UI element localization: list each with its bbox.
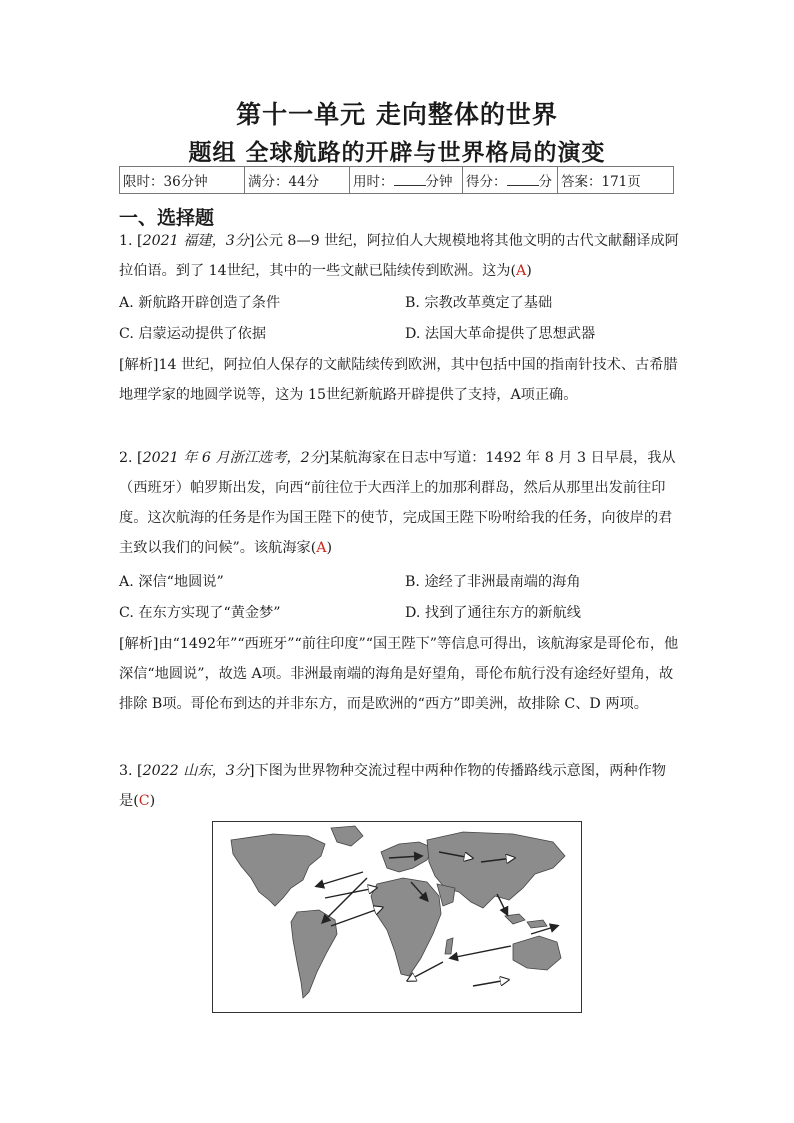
- time-used-cell: 用时： 分钟: [350, 167, 463, 194]
- route-arrow: [317, 872, 363, 886]
- question-3-source: 2022 山东，3分: [142, 763, 249, 779]
- route-arrow: [473, 980, 507, 986]
- score-blank[interactable]: [507, 173, 539, 186]
- question-2-option-b: B. 途经了非洲最南端的海角: [405, 574, 581, 590]
- info-table: [119, 166, 674, 194]
- question-1-option-d: D. 法国大革命提供了思想武器: [405, 326, 596, 342]
- route-arrow: [325, 888, 375, 898]
- question-2-option-a: A. 深信“地圆说”: [119, 574, 224, 590]
- question-1-source: 2021 福建，3分: [142, 233, 249, 249]
- question-1-option-b: B. 宗教改革奠定了基础: [405, 295, 553, 311]
- question-1-answer: A: [515, 263, 527, 279]
- greenland-landmass: [331, 826, 363, 846]
- question-2-option-d: D. 找到了通往东方的新航线: [405, 605, 581, 621]
- full-score-cell: 满分：44分: [245, 167, 350, 194]
- south-america-landmass: [291, 910, 337, 998]
- question-2-source: 2021 年 6 月浙江选考，2分: [142, 450, 324, 466]
- world-map-figure: [212, 821, 582, 1013]
- question-3-answer: C: [138, 793, 150, 809]
- time-used-blank[interactable]: [394, 173, 426, 186]
- time-limit-cell: 限时：36分钟: [120, 167, 245, 194]
- route-arrow: [451, 946, 511, 958]
- question-1-analysis: [解析]14 世纪，阿拉伯人保存的文献陆续传到欧洲，其中包括中国的指南针技术、古希腊地理学家的地圆学说等，这为 15世纪新航路开辟提供了支持，A项正确。: [119, 357, 678, 403]
- score-cell: 得分： 分: [463, 167, 558, 194]
- page-subtitle: 题组 全球航路的开辟与世界格局的演变: [188, 140, 606, 166]
- question-3-stem: 3. [2022 山东，3分]下图为世界物种交流过程中两种作物的传播路线示意图，两种作物是(C): [119, 763, 666, 809]
- route-arrow: [331, 908, 381, 926]
- section-heading: 一、选择题: [119, 207, 215, 229]
- answer-page-cell: 答案：171页: [558, 167, 674, 194]
- question-2-stem: 2. [2021 年 6 月浙江选考，2分]某航海家在日志中写道：1492 年 8 月 3 日早晨，我从（西班牙）帕罗斯出发，向西“前往位于大西洋上的加那利群岛，然后从那里出发前往印度。这次航海的任务是作为国王陛下的使节，完成国王陛下吩咐给我的任务，向彼岸的君主致以我们的问候”。该航海家(A): [119, 450, 676, 556]
- madagascar-landmass: [445, 938, 453, 954]
- question-2-answer: A: [316, 540, 327, 556]
- question-2-option-c: C. 在东方实现了“黄金梦”: [119, 605, 281, 621]
- question-2-analysis: [解析]由“1492年”“西班牙”“前往印度”“国王陛下”等信息可得出，该航海家是哥伦布，他深信“地圆说”，故选 A项。非洲最南端的海角是好望角，哥伦布航行没有途经好望角，故排除 B项。哥伦布到达的并非东方，而是欧洲的“西方”即美洲，故排除 C、D 两项。: [119, 636, 679, 712]
- question-1-stem: 1. [2021 福建，3分]公元 8—9 世纪，阿拉伯人大规模地将其他文明的古代文献翻译成阿拉伯语。到了 14世纪，其中的一些文献已陆续传到欧洲。这为(A): [119, 233, 679, 279]
- africa-landmass: [371, 878, 441, 976]
- north-america-landmass: [231, 834, 325, 906]
- page-title: 第十一单元 走向整体的世界: [236, 100, 558, 129]
- question-1-option-a: A. 新航路开辟创造了条件: [119, 295, 281, 311]
- southeast-asia-islands: [505, 914, 547, 928]
- australia-landmass: [513, 936, 561, 970]
- question-1-option-c: C. 启蒙运动提供了依据: [119, 326, 267, 342]
- world-map-svg: [213, 822, 580, 1011]
